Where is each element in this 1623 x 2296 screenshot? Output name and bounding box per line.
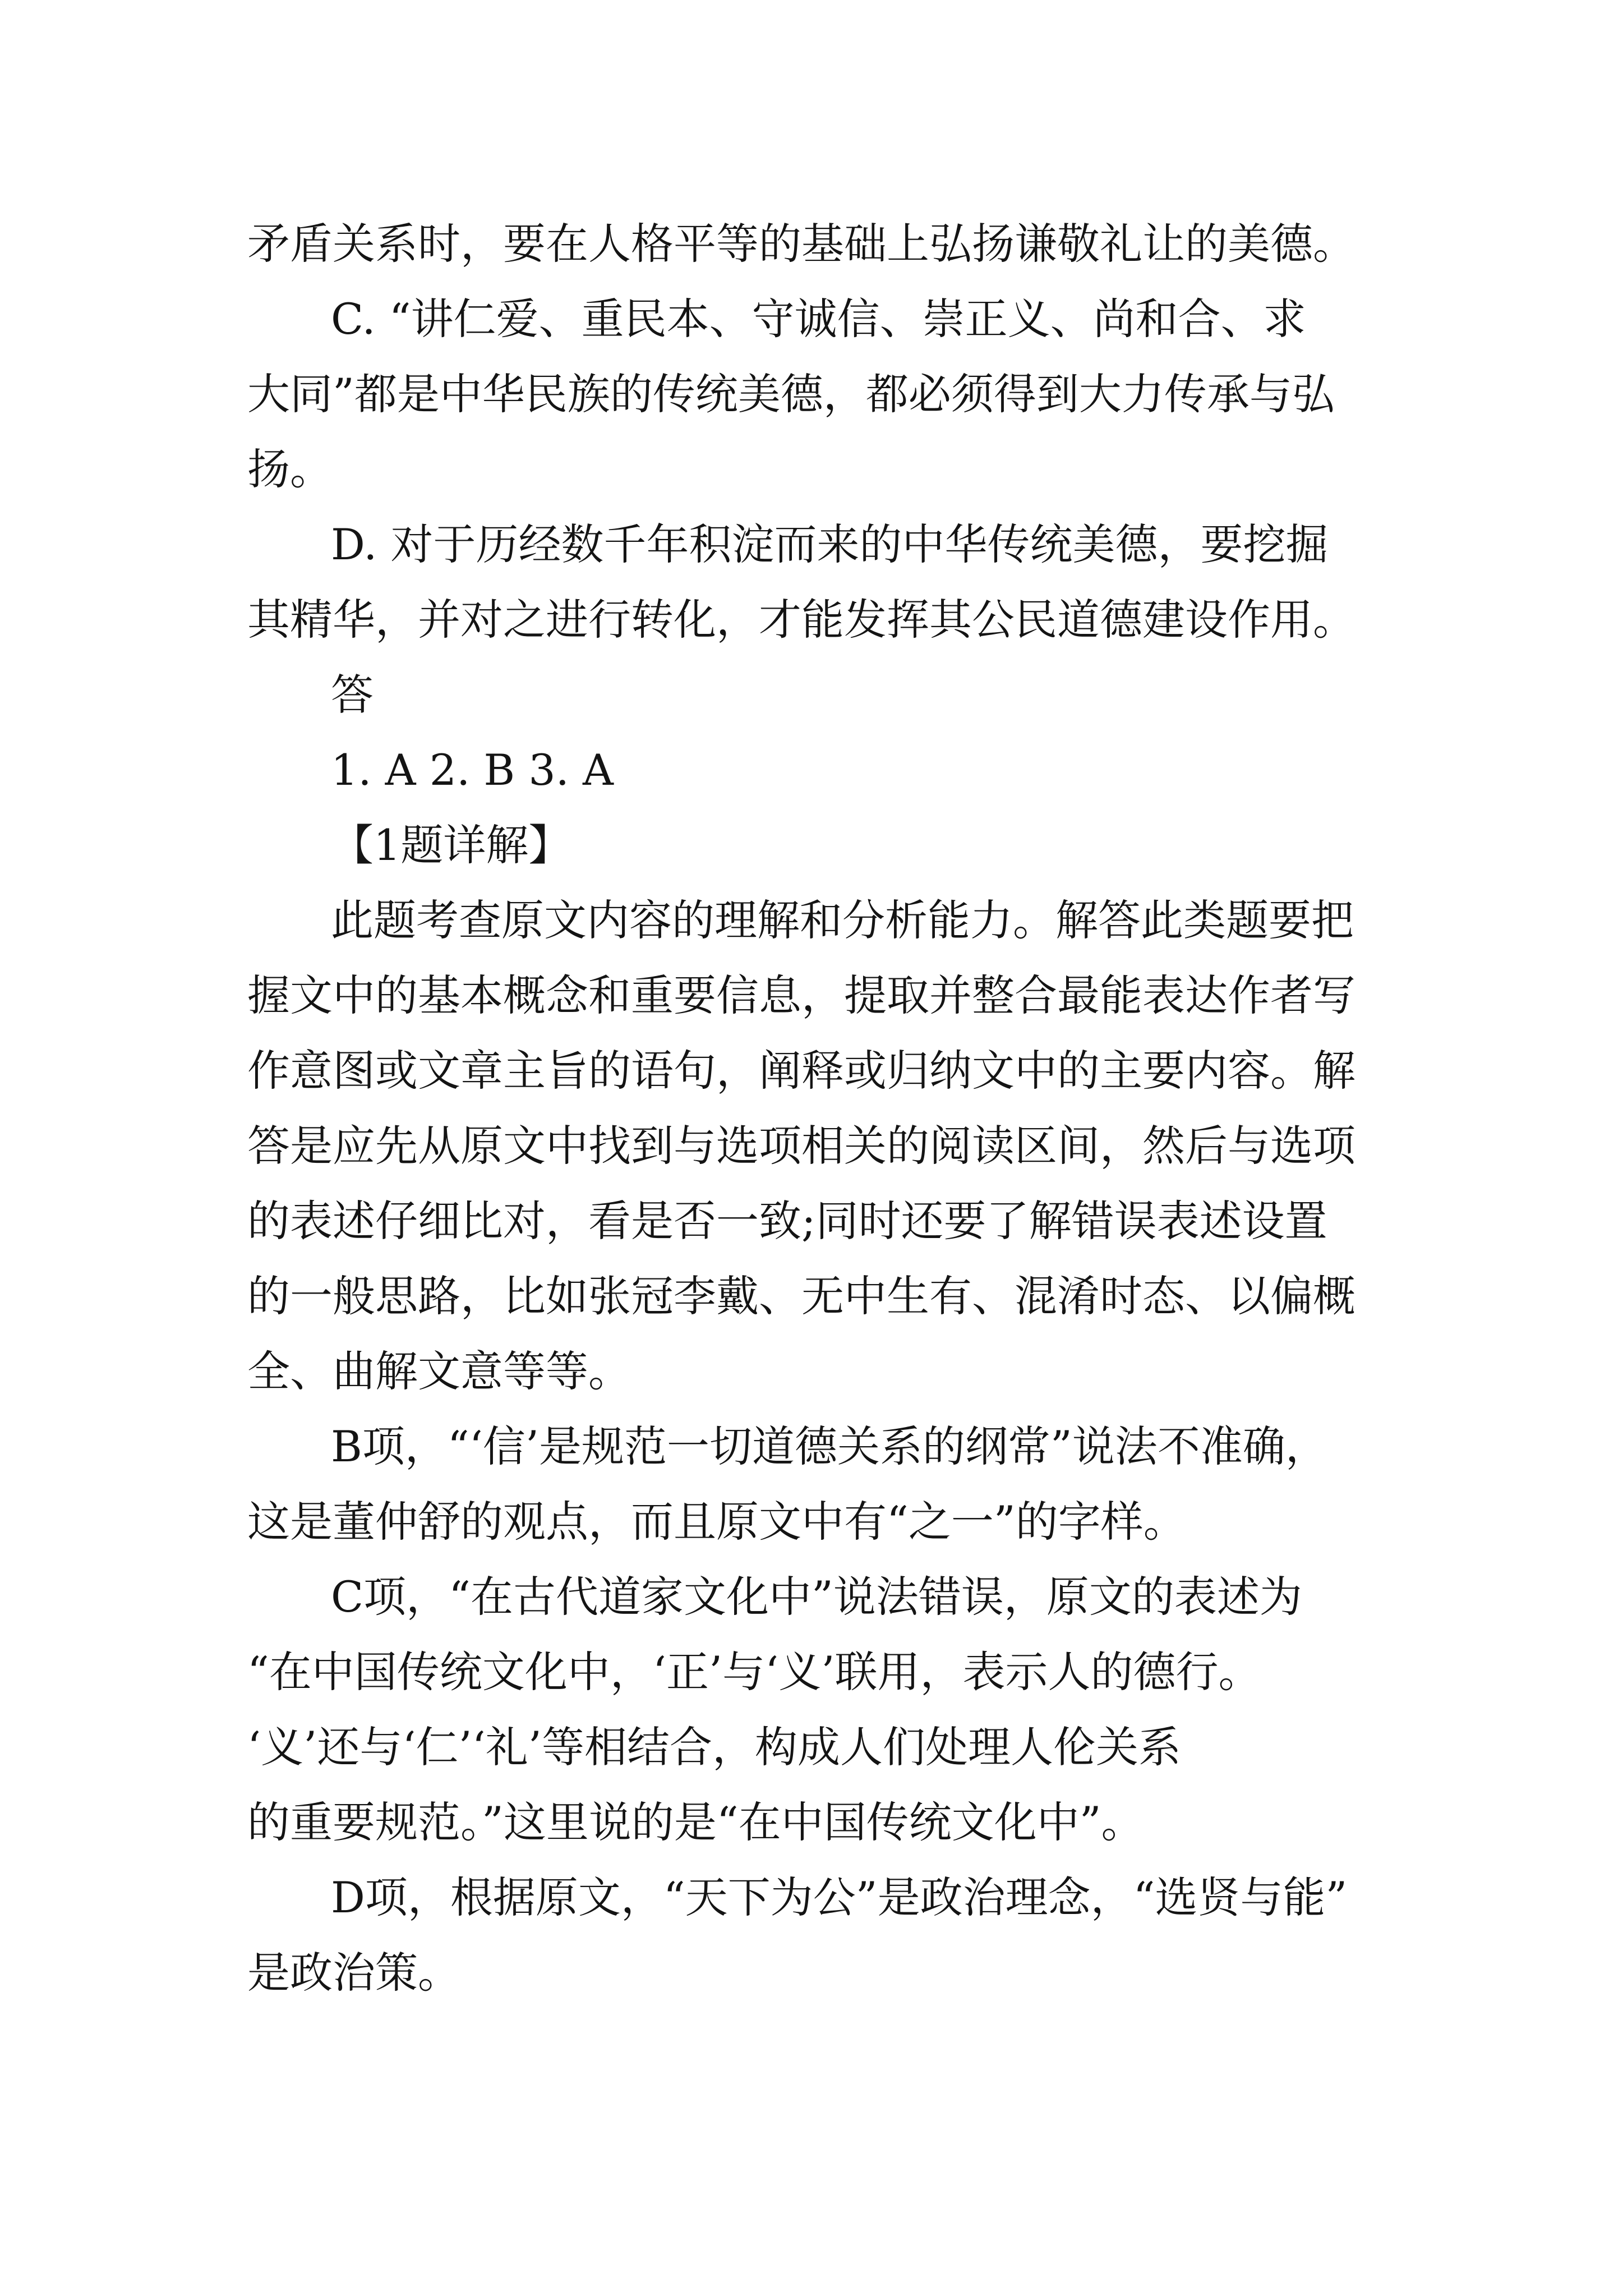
paragraph-line: 全、曲解文意等等。: [247, 1346, 631, 1396]
explanation-heading: 【1题详解】: [331, 820, 571, 870]
answer-heading: 答: [331, 670, 374, 720]
paragraph-line: ‘义’还与‘仁’‘礼’等相结合，构成人们处理人伦关系: [247, 1722, 1181, 1772]
paragraph-line: 握文中的基本概念和重要信息，提取并整合最能表达作者写: [247, 970, 1355, 1020]
option-d-analysis: D项，根据原文，“天下为公”是政治理念，“选贤与能”: [331, 1872, 1348, 1922]
text-line: 大同”都是中华民族的传统美德，都必须得到大力传承与弘: [247, 369, 1335, 419]
option-b-analysis: B项，“‘信’是规范一切道德关系的纲常”说法不准确，: [331, 1421, 1328, 1471]
text-line: 其精华，并对之进行转化，才能发挥其公民道德建设作用。: [247, 595, 1355, 645]
paragraph-line: 的一般思路，比如张冠李戴、无中生有、混淆时态、以偏概: [247, 1271, 1355, 1321]
answer-key: 1. A 2. B 3. A: [331, 745, 614, 795]
paragraph-line: 是政治策。: [247, 1948, 460, 1998]
text-line: 矛盾关系时，要在人格平等的基础上弘扬谦敬礼让的美德。: [247, 219, 1355, 269]
paragraph-line: 的表述仔细比对，看是否一致;同时还要了解错误表述设置: [247, 1196, 1327, 1246]
paragraph-line: 答是应先从原文中找到与选项相关的阅读区间，然后与选项: [247, 1121, 1355, 1171]
text-line: 扬。: [247, 444, 333, 494]
paragraph-line: 作意图或文章主旨的语句，阐释或归纳文中的主要内容。解: [247, 1046, 1355, 1096]
paragraph-line: 这是董仲舒的观点，而且原文中有“之一”的字样。: [247, 1497, 1186, 1547]
option-d-line: D. 对于历经数千年积淀而来的中华传统美德，要挖掘: [331, 519, 1329, 569]
paragraph-line: “在中国传统文化中，‘正’与‘义’联用，表示人的德行。: [247, 1647, 1261, 1697]
paragraph-line: 的重要规范。”这里说的是“在中国传统文化中”。: [247, 1797, 1144, 1847]
option-c-line: C. “讲仁爱、重民本、守诚信、崇正义、尚和合、求: [331, 294, 1306, 344]
paragraph-line: 此题考查原文内容的理解和分析能力。解答此类题要把: [331, 895, 1354, 945]
option-c-analysis: C项，“在古代道家文化中”说法错误，原文的表述为: [331, 1572, 1302, 1622]
